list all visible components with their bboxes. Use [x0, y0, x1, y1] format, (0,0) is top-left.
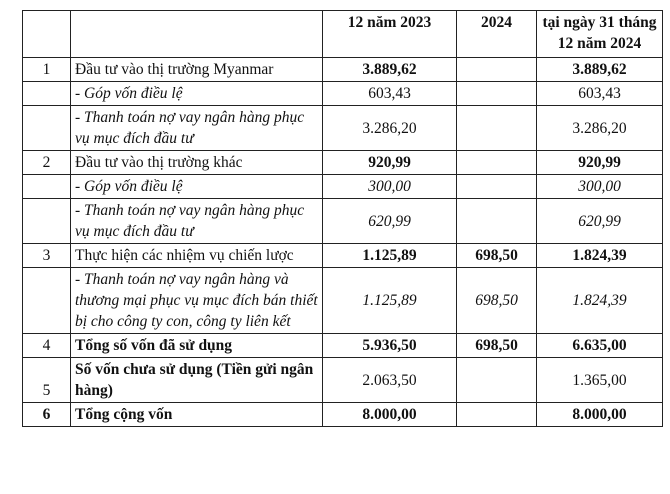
value-2024 [457, 199, 537, 244]
table-row [23, 106, 663, 151]
table-row [23, 244, 663, 268]
row-item: Đầu tư vào thị trường Myanmar [71, 58, 323, 82]
value-2024 [457, 82, 537, 106]
row-number [23, 175, 71, 199]
row-number [23, 106, 71, 151]
row-number: 6 [23, 403, 71, 427]
value-2023: 5.936,50 [323, 334, 457, 358]
row-number [23, 82, 71, 106]
row-item: Đầu tư vào thị trường khác [71, 151, 323, 175]
value-2023: 920,99 [323, 151, 457, 175]
table-row [23, 82, 663, 106]
value-total: 3.889,62 [537, 58, 663, 82]
value-2023: 3.286,20 [323, 106, 457, 151]
row-number [23, 268, 71, 334]
value-2024 [457, 175, 537, 199]
value-total: 8.000,00 [537, 403, 663, 427]
value-2023: 1.125,89 [323, 244, 457, 268]
header-2024: 2024 [457, 11, 537, 58]
table-row [23, 403, 663, 427]
value-total: 603,43 [537, 82, 663, 106]
table-row [23, 175, 663, 199]
row-item: - Góp vốn điều lệ [71, 175, 323, 199]
table-row [23, 199, 663, 244]
header-total: tại ngày 31 tháng 12 năm 2024 [537, 11, 663, 58]
header-2023: 12 năm 2023 [323, 11, 457, 58]
value-2024: 698,50 [457, 244, 537, 268]
row-number: 4 [23, 334, 71, 358]
table-row [23, 268, 663, 334]
value-total: 1.365,00 [537, 358, 663, 403]
capital-usage-table [22, 10, 663, 427]
row-item: - Thanh toán nợ vay ngân hàng phục vụ mục đích đầu tư [71, 199, 323, 244]
row-item: - Góp vốn điều lệ [71, 82, 323, 106]
value-2024 [457, 106, 537, 151]
value-2024: 698,50 [457, 268, 537, 334]
row-item: - Thanh toán nợ vay ngân hàng phục vụ mục đích đầu tư [71, 106, 323, 151]
value-2023: 620,99 [323, 199, 457, 244]
row-item: Tổng số vốn đã sử dụng [71, 334, 323, 358]
value-2023: 1.125,89 [323, 268, 457, 334]
row-item: - Thanh toán nợ vay ngân hàng và thương mại phục vụ mục đích bán thiết bị cho công ty con, công ty liên kết [71, 268, 323, 334]
header-item [71, 11, 323, 58]
table-header-row [23, 11, 663, 58]
value-total: 1.824,39 [537, 244, 663, 268]
value-2024 [457, 358, 537, 403]
value-2023: 603,43 [323, 82, 457, 106]
value-total: 3.286,20 [537, 106, 663, 151]
value-2023: 3.889,62 [323, 58, 457, 82]
value-2023: 300,00 [323, 175, 457, 199]
row-number: 5 [23, 358, 71, 403]
header-no [23, 11, 71, 58]
value-total: 300,00 [537, 175, 663, 199]
row-item: Số vốn chưa sử dụng (Tiền gửi ngân hàng) [71, 358, 323, 403]
row-number: 1 [23, 58, 71, 82]
value-total: 920,99 [537, 151, 663, 175]
value-2023: 8.000,00 [323, 403, 457, 427]
value-total: 6.635,00 [537, 334, 663, 358]
row-item: Thực hiện các nhiệm vụ chiến lược [71, 244, 323, 268]
row-number [23, 199, 71, 244]
row-number: 3 [23, 244, 71, 268]
row-item: Tổng cộng vốn [71, 403, 323, 427]
table-row [23, 58, 663, 82]
value-2024 [457, 151, 537, 175]
value-2023: 2.063,50 [323, 358, 457, 403]
value-2024: 698,50 [457, 334, 537, 358]
value-total: 620,99 [537, 199, 663, 244]
value-2024 [457, 403, 537, 427]
row-number: 2 [23, 151, 71, 175]
value-total: 1.824,39 [537, 268, 663, 334]
table-row [23, 358, 663, 403]
table-row [23, 151, 663, 175]
table-row [23, 334, 663, 358]
value-2024 [457, 58, 537, 82]
